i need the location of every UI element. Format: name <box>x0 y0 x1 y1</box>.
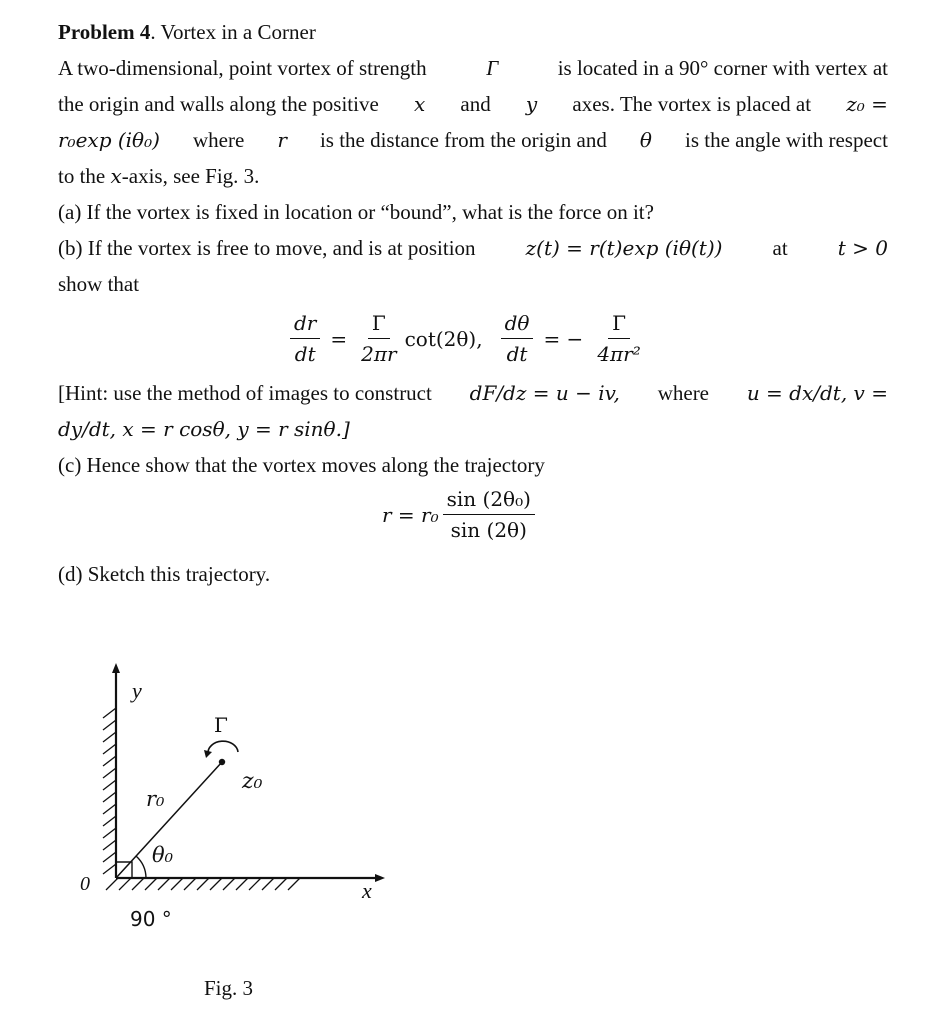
angle-90-label: 90 ° <box>130 907 172 931</box>
origin-label: 0 <box>80 873 90 895</box>
part-c-question: (c) Hence show that the vortex moves along the trajectory <box>58 453 545 477</box>
part-d-question: (d) Sketch this trajectory. <box>58 562 271 586</box>
y-wall-hatching <box>103 708 116 874</box>
fraction-gamma-4pir2: $\frac{\Gamma}{\text{4πr²}}$ <box>597 311 641 366</box>
vortex-point <box>219 759 225 765</box>
y-axis-label: y <box>132 678 142 703</box>
trajectory-lhs: r = r₀ <box>382 502 439 527</box>
circulation-arrowhead <box>204 750 212 758</box>
cot-term: cot(2θ), <box>404 326 483 351</box>
part-a-question: (a) If the vortex is fixed in location or “bound”, what is the force on it? <box>58 200 654 224</box>
r0-label: r₀ <box>146 787 165 811</box>
circulation-arrow-icon <box>208 741 238 754</box>
x-wall-hatching <box>106 878 300 890</box>
fraction-dr-dt: $\frac{dr}{dt}$ <box>290 310 320 367</box>
part-b-line-2: show that <box>58 272 140 296</box>
part-b-line-1: (b) If the vortex is free to move, and is at position z(t) = r(t)exp (iθ(t)) at t > 0 <box>58 236 888 260</box>
intro-line-2: the origin and walls along the positive x and y axes. The vortex is placed at z₀ = <box>58 92 888 116</box>
intro-line-3: r₀exp (iθ₀) where r is the distance from the origin and θ is the angle with respect <box>58 128 888 152</box>
figure-caption: Fig. 3 <box>204 976 254 1000</box>
intro-line-1: A two-dimensional, point vortex of strength Γ is located in a 90° corner with vertex at <box>58 56 888 80</box>
problem-title: . Vortex in a Corner <box>150 20 316 44</box>
part-b-equation: $\frac{dr}{dt}$ = $\frac{\Gamma}{2\pi r}$ cot(2θ), $\frac{d\theta}{dt}$ = − $\frac{\Gamma}{\text{4πr²}}$ <box>286 310 649 367</box>
theta0-label: θ₀ <box>152 843 174 867</box>
fraction-dtheta-dt: $\frac{d\theta}{dt}$ <box>501 310 534 367</box>
gamma-label: Γ <box>214 713 228 737</box>
x-axis-label: x <box>362 878 372 903</box>
hint-line-1: [Hint: use the method of images to construct dF/dz = u − iv, where u = dx/dt, v = <box>58 381 888 405</box>
intro-line-4: to the x-axis, see Fig. 3. <box>58 164 260 188</box>
fraction-gamma-2pir: $\frac{\Gamma}{2\pi r}$ <box>361 311 397 366</box>
problem-number: Problem 4 <box>58 20 151 44</box>
z0-label: z₀ <box>242 769 263 794</box>
theta0-arc <box>136 856 146 878</box>
hint-line-2: dy/dt, x = r cosθ, y = r sinθ.] <box>58 417 350 441</box>
trajectory-fraction: $\frac{\text{sin (2θ₀)}}{\sin (2\theta)}$ <box>443 486 535 543</box>
